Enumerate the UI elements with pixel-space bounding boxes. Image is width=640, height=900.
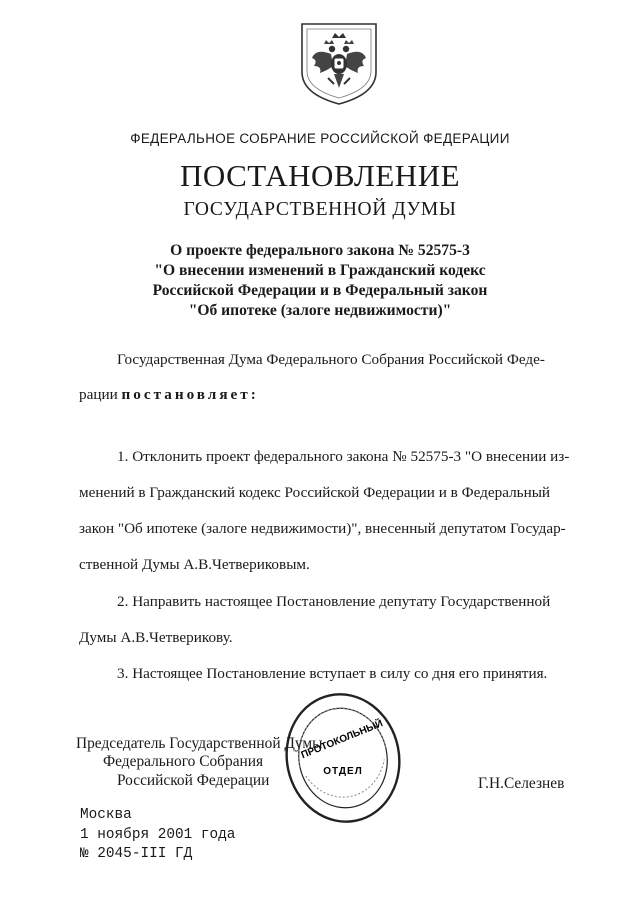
- preamble-line: Государственная Дума Федерального Собрания Российской Феде-: [117, 351, 545, 368]
- place: Москва: [80, 807, 132, 823]
- organization-name: ФЕДЕРАЛЬНОЕ СОБРАНИЕ РОССИЙСКОЙ ФЕДЕРАЦИИ: [130, 131, 510, 146]
- document-date: 1 ноября 2001 года: [80, 827, 236, 843]
- item-line: закон "Об ипотеке (залоге недвижимости)", внесенный депутатом Государ-: [79, 520, 566, 537]
- item-line: ственной Думы А.В.Четвериковым.: [79, 556, 310, 573]
- stamp-arc-text: ПРОТОКОЛЬНЫЙ: [299, 718, 385, 762]
- coat-of-arms-icon: [298, 18, 380, 106]
- item-line: Думы А.В.Четверикову.: [79, 629, 233, 646]
- item-line: 2. Направить настоящее Постановление депутату Государственной: [117, 593, 551, 610]
- subject-line: О проекте федерального закона № 52575-3: [170, 242, 470, 259]
- stamp-center-text: ОТДЕЛ: [323, 766, 363, 777]
- item-line: 1. Отклонить проект федерального закона № 52575-3 "О внесении из-: [117, 448, 570, 465]
- document-number: № 2045-III ГД: [80, 846, 193, 862]
- subject-line: "Об ипотеке (залоге недвижимости)": [188, 302, 452, 319]
- subject-line: "О внесении изменений в Гражданский кодекс: [154, 262, 486, 279]
- signatory-position: Председатель Государственной Думы: [76, 735, 323, 752]
- resolves-keyword: постановляет:: [121, 386, 259, 403]
- signatory-position: Российской Федерации: [117, 772, 270, 789]
- preamble-prefix: рации: [79, 386, 122, 403]
- document-title: ПОСТАНОВЛЕНИЕ: [179, 158, 461, 193]
- signatory-name: Г.Н.Селезнев: [478, 775, 565, 792]
- subject-line: Российской Федерации и в Федеральный закон: [152, 282, 488, 299]
- signatory-position: Федерального Собрания: [103, 753, 264, 770]
- preamble-line: [79, 386, 259, 404]
- seal-stamp-icon: [283, 690, 403, 826]
- item-line: 3. Настоящее Постановление вступает в силу со дня его принятия.: [117, 665, 548, 682]
- item-line: менений в Гражданский кодекс Российской Федерации и в Федеральный: [79, 484, 551, 501]
- document-subtitle: ГОСУДАРСТВЕННОЙ ДУМЫ: [183, 199, 457, 220]
